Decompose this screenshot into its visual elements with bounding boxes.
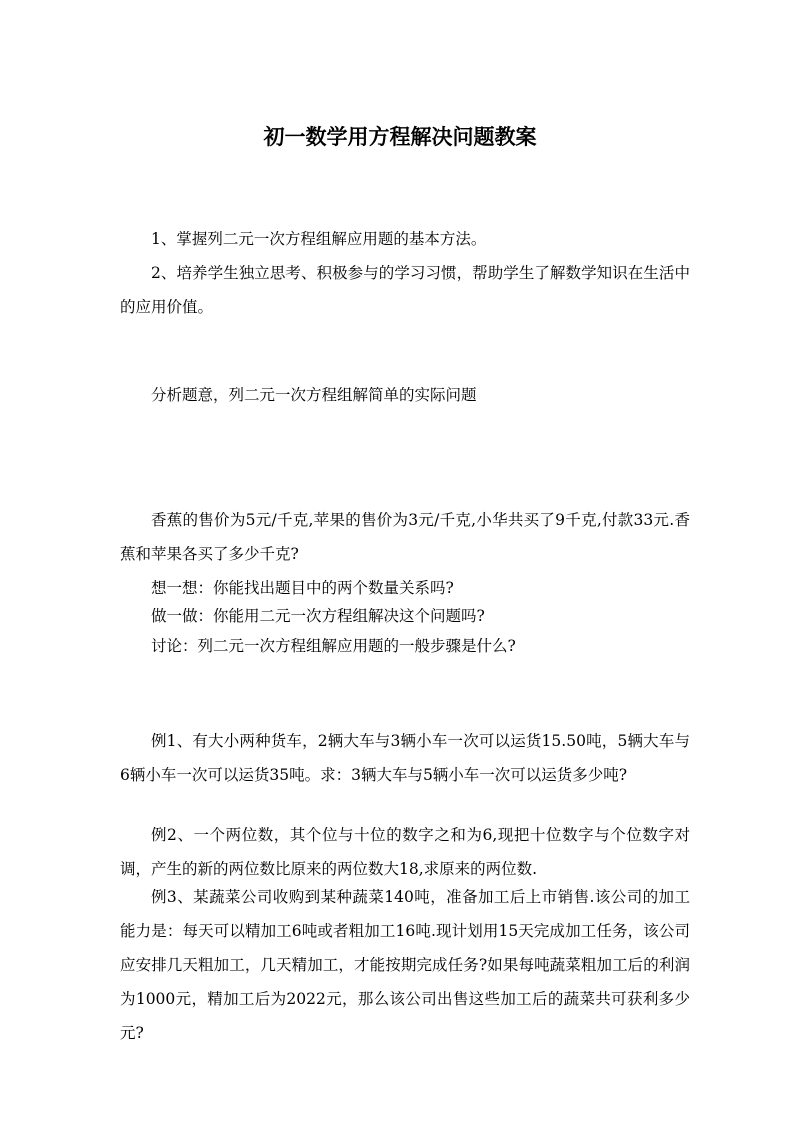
example-1: 例1、有大小两种货车，2辆大车与3辆小车一次可以运货15.50吨，5辆大车与6辆小车一次可以运货35吨。求：3辆大车与5辆小车一次可以运货多少吨? [120,732,690,784]
objective-2: 2、培养学生独立思考、积极参与的学习习惯，帮助学生了解数学知识在生活中的应用价值。 [120,264,690,316]
prompt-do: 做一做：你能用二元一次方程组解决这个问题吗? [151,607,485,625]
key-point: 分析题意，列二元一次方程组解简单的实际问题 [151,386,477,404]
prompt-discuss: 讨论：列二元一次方程组解应用题的一般步骤是什么? [151,637,516,655]
document-title: 初一数学用方程解决问题教案 [263,125,537,149]
example-3: 例3、某蔬菜公司收购到某种蔬菜140吨，准备加工后上市销售.该公司的加工能力是：每天可以精加工6吨或者粗加工16吨.现计划用15天完成加工任务，该公司应安排几天粗加工，几天精加工，才能按期完成任务?如果每吨蔬菜粗加工后的利润为1000元，精加工后为2022元，那么该公司出售这些加工后的蔬菜共可获利多少元? [120,888,690,1042]
objective-1: 1、掌握列二元一次方程组解应用题的基本方法。 [151,230,487,248]
intro-problem: 香蕉的售价为5元/千克,苹果的售价为3元/千克,小华共买了9千克,付款33元.香蕉和苹果各买了多少千克? [120,511,690,563]
example-2: 例2、一个两位数，其个位与十位的数字之和为6,现把十位数字与个位数字对调，产生的新的两位数比原来的两位数大18,求原来的两位数. [120,826,690,878]
prompt-think: 想一想：你能找出题目中的两个数量关系吗? [151,579,454,597]
